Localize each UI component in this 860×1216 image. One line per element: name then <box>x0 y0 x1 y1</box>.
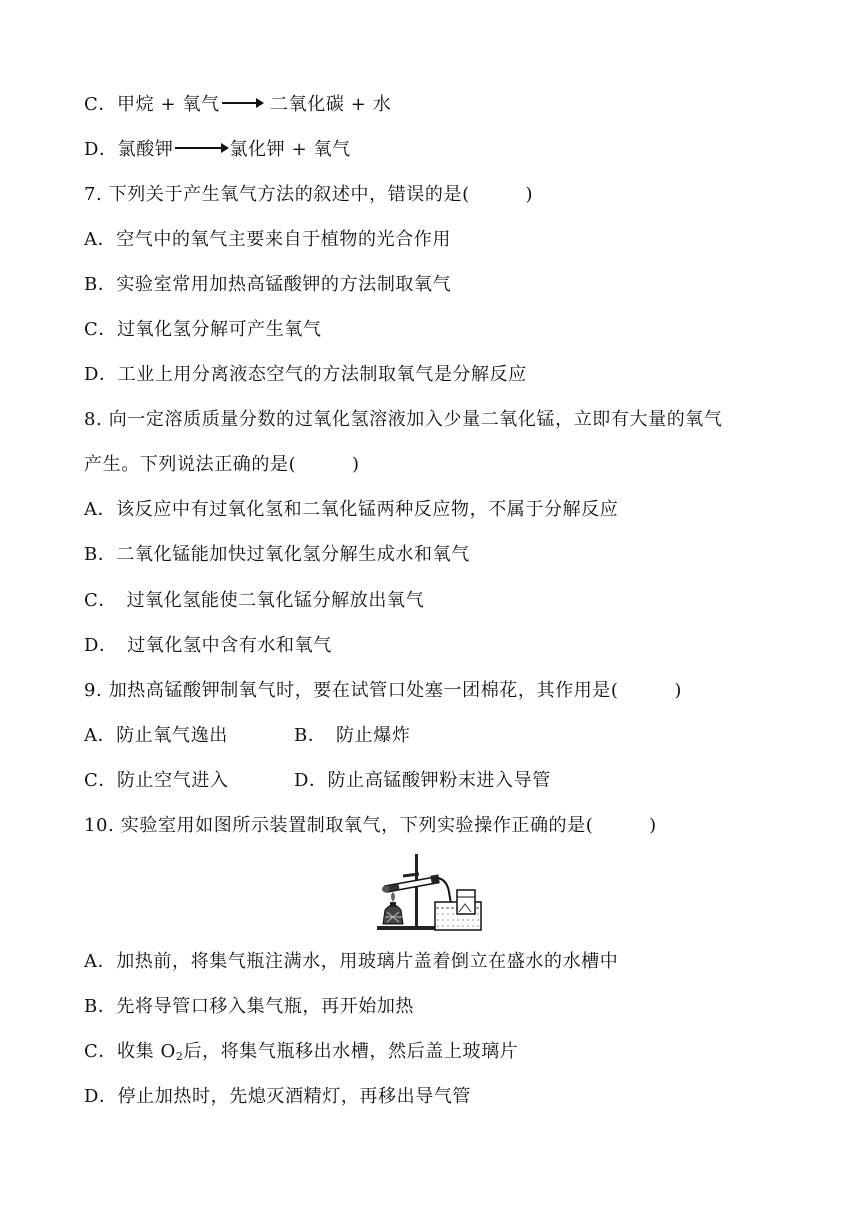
q7-option-b: B．实验室常用加热高锰酸钾的方法制取氧气 <box>84 274 452 295</box>
stand-base <box>377 926 439 930</box>
q6-option-c-products: 二氧化碳 + 水 <box>270 94 392 115</box>
q8-stem-line1: 8. 向一定溶质质量分数的过氧化氢溶液加入少量二氧化锰，立即有大量的氧气 <box>84 409 723 430</box>
q9-options-row2 <box>84 769 551 793</box>
q8-option-c: C． 过氧化氢能使二氧化锰分解放出氧气 <box>84 590 425 611</box>
q6-option-c-label: C． <box>84 94 117 115</box>
q9-options-row1 <box>84 724 410 748</box>
q7-option-c: C．过氧化氢分解可产生氧气 <box>84 319 322 340</box>
q6-option-c <box>84 93 391 117</box>
q9-option-c: C．防止空气进入 <box>84 770 229 791</box>
q8-option-a: A．该反应中有过氧化氢和二氧化锰两种反应物，不属于分解反应 <box>84 499 619 520</box>
q6-option-d-label: D． <box>84 139 118 160</box>
q9-option-b: B． 防止爆炸 <box>294 725 411 746</box>
q6-option-d-reactants: 氯酸钾 <box>117 139 174 160</box>
q7-option-a: A．空气中的氧气主要来自于植物的光合作用 <box>84 229 451 250</box>
q10-option-b: B．先将导管口移入集气瓶，再开始加热 <box>84 996 415 1017</box>
reaction-arrow-icon <box>222 102 262 104</box>
gas-collection-bottle <box>457 890 475 914</box>
q7-stem: 7. 下列关于产生氧气方法的叙述中，错误的是( ) <box>84 184 534 205</box>
oxygen-apparatus-figure <box>373 850 485 934</box>
q6-option-d <box>84 138 351 162</box>
q10-stem: 10. 实验室用如图所示装置制取氧气，下列实验操作正确的是( ) <box>84 815 657 836</box>
q10-option-c-post: 后，将集气瓶移出水槽，然后盖上玻璃片 <box>183 1041 519 1062</box>
q8-option-b: B．二氧化锰能加快过氧化氢分解生成水和氧气 <box>84 544 470 565</box>
test-tube <box>382 874 440 892</box>
q9-option-d: D．防止高锰酸钾粉末进入导管 <box>294 770 551 791</box>
q8-stem-line2: 产生。下列说法正确的是( ) <box>84 454 360 475</box>
stand-rod <box>415 854 418 927</box>
q10-option-c-sub: 2 <box>175 1050 184 1063</box>
q10-option-c-pre: C．收集 O <box>84 1041 176 1062</box>
reaction-arrow-icon <box>175 147 227 149</box>
q6-option-c-reactants: 甲烷 + 氧气 <box>116 94 220 115</box>
q10-option-c <box>84 1040 518 1069</box>
q9-option-a: A．防止氧气逸出 <box>84 725 228 746</box>
q6-option-d-products: 氯化钾 + 氧气 <box>229 139 351 160</box>
q10-option-d: D．停止加热时，先熄灭酒精灯，再移出导气管 <box>84 1086 472 1107</box>
clamp-arm <box>403 874 419 876</box>
alcohol-lamp <box>383 892 403 924</box>
q8-option-d: D． 过氧化氢中含有水和氧气 <box>84 635 332 656</box>
q10-option-a: A．加热前，将集气瓶注满水，用玻璃片盖着倒立在盛水的水槽中 <box>84 951 619 972</box>
q7-option-d: D．工业上用分离液态空气的方法制取氧气是分解反应 <box>84 364 527 385</box>
q9-stem: 9. 加热高锰酸钾制氧气时，要在试管口处塞一团棉花，其作用是( ) <box>84 680 682 701</box>
